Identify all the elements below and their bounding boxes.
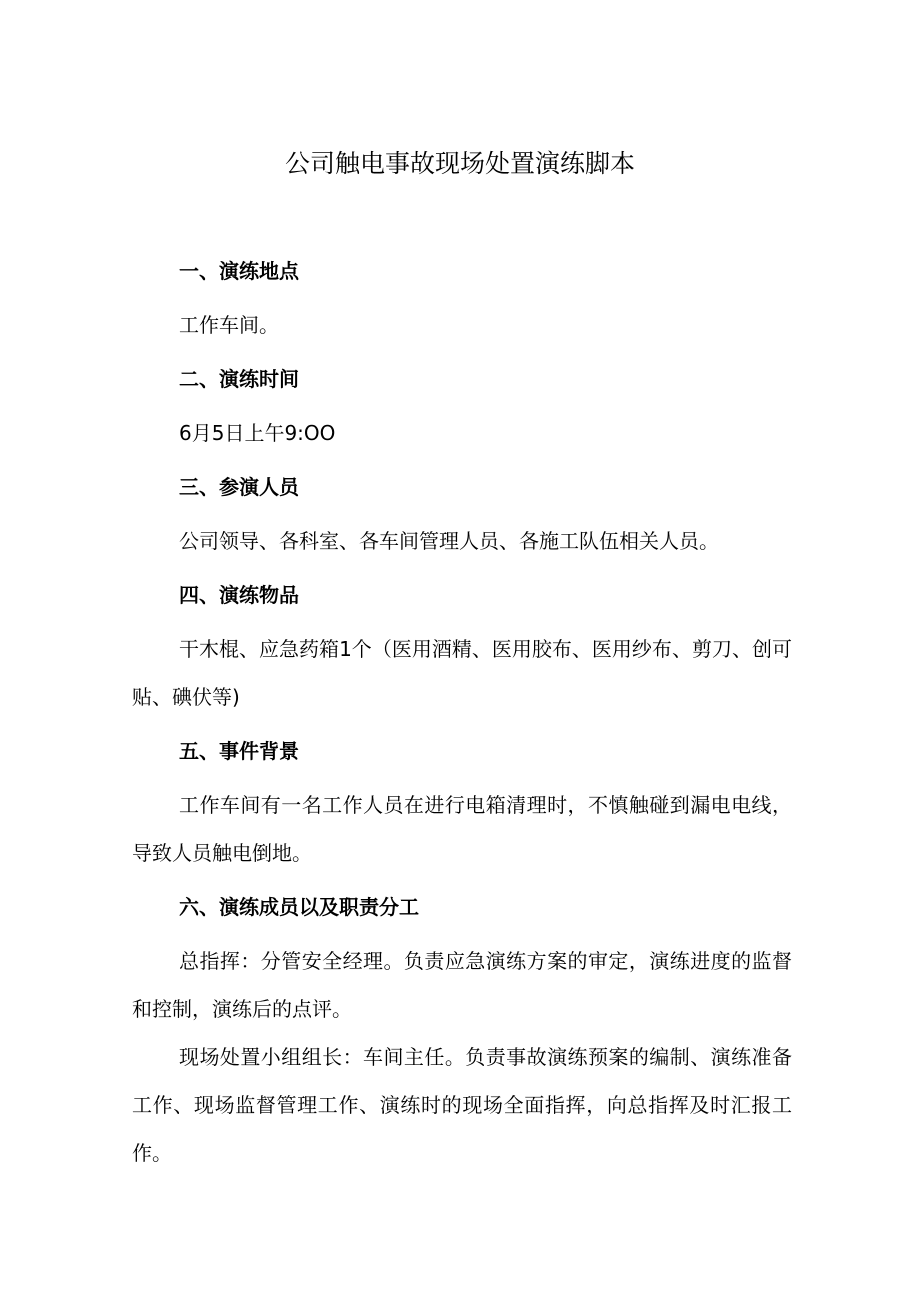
section-heading-time: 二、演练时间 — [179, 367, 299, 391]
section-paragraph-materials: 干木棍、应急药箱1个（医用酒精、医用胶布、医用纱布、剪刀、创可贴、碘伏等) — [132, 637, 792, 709]
section-paragraph-location: 工作车间。 — [179, 313, 279, 337]
section-paragraph-team-leader: 现场处置小组组长：车间主任。负责事故演练预案的编制、演练准备工作、现场监督管理工作、演练时的现场全面指挥，向总指挥及时汇报工作。 — [132, 1045, 792, 1165]
section-paragraph-commander: 总指挥：分管安全经理。负责应急演练方案的审定，演练进度的监督和控制，演练后的点评。 — [132, 949, 792, 1021]
section-heading-roles: 六、演练成员以及职责分工 — [179, 895, 419, 919]
section-heading-background: 五、事件背景 — [179, 739, 299, 763]
section-paragraph-participants: 公司领导、各科室、各车间管理人员、各施工队伍相关人员。 — [179, 529, 719, 553]
section-heading-materials: 四、演练物品 — [179, 583, 299, 607]
section-heading-location: 一、演练地点 — [179, 259, 299, 283]
section-paragraph-time: 6月5日上午9:OO — [179, 421, 336, 445]
section-heading-participants: 三、参演人员 — [179, 475, 299, 499]
section-paragraph-background: 工作车间有一名工作人员在进行电箱清理时，不慎触碰到漏电电线，导致人员触电倒地。 — [132, 793, 792, 865]
document-title: 公司触电事故现场处置演练脚本 — [284, 149, 635, 178]
document-body — [132, 253, 792, 1177]
